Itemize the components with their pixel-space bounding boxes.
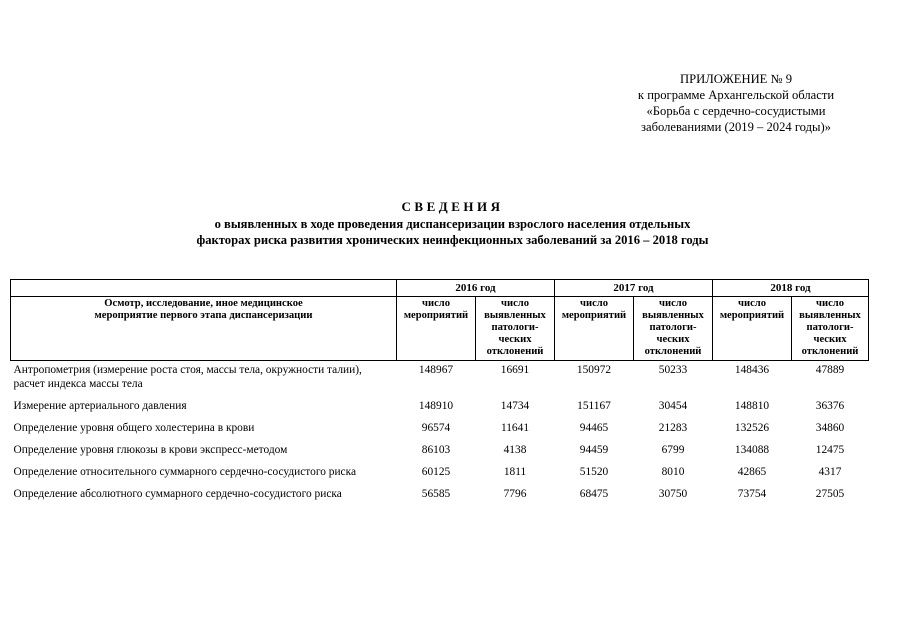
document-subtitle (0, 216, 905, 248)
cell-value: 1811 (503, 466, 527, 478)
table-row (11, 441, 869, 457)
table-row (11, 361, 869, 392)
row-name: Определение относительного суммарного сердечно-сосудистого риска (13, 466, 357, 478)
cell-value: 60125 (421, 466, 451, 478)
cell-value: 47889 (815, 364, 845, 376)
row-name: Определение уровня общего холестерина в крови (13, 422, 255, 434)
cell-value: 68475 (579, 488, 609, 500)
cell-value: 73754 (737, 488, 767, 500)
row-name: Определение уровня глюкозы в крови экспресс-методом (13, 444, 288, 456)
cell-value: 148910 (418, 400, 454, 412)
row-header (11, 297, 397, 361)
sub-header-count: число мероприятий (397, 297, 476, 361)
screening-table (10, 279, 869, 501)
appendix-note (600, 71, 872, 135)
cell-value: 94459 (579, 444, 609, 456)
cell-value: 94465 (579, 422, 609, 434)
cell-value: 4317 (818, 466, 842, 478)
cell-value: 86103 (421, 444, 451, 456)
cell-value: 14734 (500, 400, 530, 412)
subtitle-line: о выявленных в ходе проведения диспансеризации взрослого населения отдельных (214, 217, 691, 231)
cell-value: 56585 (421, 488, 451, 500)
cell-value: 21283 (658, 422, 688, 434)
header-blank-cell (11, 280, 397, 297)
cell-value: 148810 (734, 400, 770, 412)
sub-header-count: число мероприятий (555, 297, 634, 361)
cell-value: 8010 (661, 466, 685, 478)
year-header-2017: 2017 год (555, 280, 713, 297)
cell-value: 50233 (658, 364, 688, 376)
row-name: Измерение артериального давления (13, 400, 187, 412)
cell-value: 12475 (815, 444, 845, 456)
cell-value: 6799 (661, 444, 685, 456)
sub-header-deviations: число выявленных патологи-ческих отклонений (476, 297, 555, 361)
year-header-2018: 2018 год (713, 280, 869, 297)
appendix-line: заболеваниями (2019 – 2024 годы)» (641, 120, 831, 134)
cell-value: 42865 (737, 466, 767, 478)
cell-value: 132526 (734, 422, 770, 434)
appendix-line: «Борьба с сердечно-сосудистыми (646, 104, 826, 118)
cell-value: 51520 (579, 466, 609, 478)
sub-header-deviations: число выявленных патологи-ческих отклонений (792, 297, 869, 361)
cell-value: 36376 (815, 400, 845, 412)
table-row (11, 485, 869, 501)
subtitle-line: факторах риска развития хронических неинфекционных заболеваний за 2016 – 2018 годы (196, 233, 709, 247)
appendix-line: к программе Архангельской области (637, 88, 835, 102)
year-header-2016: 2016 год (397, 280, 555, 297)
table-row (11, 419, 869, 435)
table-row (11, 397, 869, 413)
document-title: СВЕДЕНИЯ (401, 199, 504, 214)
cell-value: 16691 (500, 364, 530, 376)
cell-value: 34860 (815, 422, 845, 434)
cell-value: 148436 (734, 364, 770, 376)
cell-value: 30750 (658, 488, 688, 500)
table-row (11, 463, 869, 479)
cell-value: 30454 (658, 400, 688, 412)
cell-value: 151167 (577, 400, 611, 412)
row-name: Определение абсолютного суммарного сердечно-сосудистого риска (13, 488, 342, 500)
cell-value: 134088 (734, 444, 770, 456)
sub-header-count: число мероприятий (713, 297, 792, 361)
row-name: Антропометрия (измерение роста стоя, массы тела, окружности талии), расчет индекса массы тела (13, 364, 362, 390)
cell-value: 150972 (576, 364, 612, 376)
cell-value: 11641 (500, 422, 530, 434)
cell-value: 7796 (503, 488, 527, 500)
appendix-line: ПРИЛОЖЕНИЕ № 9 (680, 72, 792, 86)
cell-value: 27505 (815, 488, 845, 500)
sub-header-deviations: число выявленных патологи-ческих отклонений (634, 297, 713, 361)
cell-value: 96574 (421, 422, 451, 434)
cell-value: 4138 (503, 444, 527, 456)
row-header-text: Осмотр, исследование, иное медицинское мероприятие первого этапа диспансеризации (94, 298, 313, 321)
cell-value: 148967 (418, 364, 454, 376)
